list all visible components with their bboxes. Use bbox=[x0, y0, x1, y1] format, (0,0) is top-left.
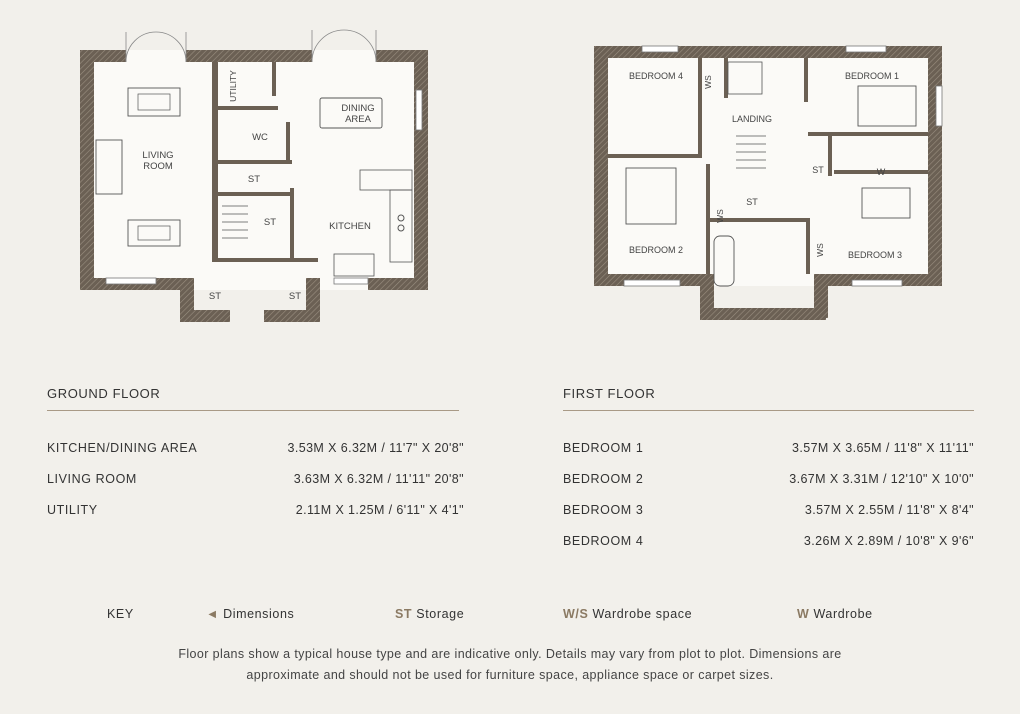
storage-symbol: ST bbox=[395, 607, 413, 621]
key-item-storage bbox=[395, 607, 464, 621]
first-floor-divider bbox=[563, 410, 974, 411]
room-label-wc: WC bbox=[252, 132, 268, 143]
first-floor-plan bbox=[590, 40, 950, 324]
room-label-w-bed1: W bbox=[876, 167, 886, 177]
room-row-dims: 2.11M X 1.25M / 6'11" X 4'1" bbox=[295, 503, 464, 517]
key-item-dimensions bbox=[206, 607, 294, 621]
key-item-label: Wardrobe space bbox=[592, 607, 693, 621]
room-row-dims: 3.53M X 6.32M / 11'7" X 20'8" bbox=[287, 441, 464, 455]
room-label-bedroom3: BEDROOM 3 bbox=[847, 250, 903, 260]
ground-floor-plan bbox=[76, 22, 436, 324]
room-row-name: KITCHEN/DINING AREA bbox=[47, 441, 198, 455]
key-title: KEY bbox=[107, 607, 134, 621]
room-label-bedroom2: BEDROOM 2 bbox=[628, 245, 684, 255]
room-row-dims: 3.57M X 3.65M / 11'8" X 11'11" bbox=[792, 441, 974, 455]
room-row-name: LIVING ROOM bbox=[47, 472, 137, 486]
key-item-label: Dimensions bbox=[223, 607, 295, 621]
room-label-ws-bed3: WS bbox=[815, 243, 825, 257]
room-label-bedroom4: BEDROOM 4 bbox=[628, 71, 684, 81]
room-label-st-hall: ST bbox=[247, 174, 261, 185]
room-row-name: BEDROOM 3 bbox=[563, 503, 644, 517]
room-label-landing: LANDING bbox=[731, 114, 773, 124]
first-floor-title: FIRST FLOOR bbox=[563, 386, 656, 401]
room-row-dims: 3.57M X 2.55M / 11'8" X 8'4" bbox=[804, 503, 974, 517]
room-row-name: UTILITY bbox=[47, 503, 98, 517]
room-label-living: LIVING ROOM bbox=[142, 150, 174, 172]
room-label-bedroom1: BEDROOM 1 bbox=[844, 71, 900, 81]
room-label-dining: DINING AREA bbox=[341, 103, 375, 125]
wardrobe-symbol: W bbox=[797, 607, 810, 621]
room-label-st-landing: ST bbox=[812, 165, 824, 175]
disclaimer-note bbox=[100, 644, 920, 686]
room-row-name: BEDROOM 1 bbox=[563, 441, 644, 455]
room-label-st-under: ST bbox=[263, 217, 277, 228]
room-label-st-porch-left: ST bbox=[208, 291, 222, 302]
ground-floor-divider bbox=[47, 410, 459, 411]
room-row-name: BEDROOM 4 bbox=[563, 534, 644, 548]
ground-floor-title: GROUND FLOOR bbox=[47, 386, 161, 401]
room-label-ws-bed4: WS bbox=[703, 75, 713, 89]
room-label-ws-bed2: WS bbox=[715, 209, 725, 223]
room-row-dims: 3.63M X 6.32M / 11'11" 20'8" bbox=[293, 472, 464, 486]
key-item-label: Wardrobe bbox=[813, 607, 873, 621]
room-label-utility: UTILITY bbox=[228, 70, 238, 102]
room-row-dims: 3.26M X 2.89M / 10'8" X 9'6" bbox=[803, 534, 974, 548]
key-item-wardrobe-space bbox=[563, 607, 692, 621]
dimension-arrow-icon: ◄ bbox=[206, 607, 219, 621]
key-item-wardrobe bbox=[797, 607, 873, 621]
room-label-st-bath: ST bbox=[746, 197, 758, 207]
room-label-kitchen: KITCHEN bbox=[329, 221, 371, 232]
key-item-label: Storage bbox=[416, 607, 465, 621]
disclaimer-line: Floor plans show a typical house type and are indicative only. Details may vary from plot to plot. Dimensions are bbox=[178, 647, 842, 661]
wardrobe-space-symbol: W/S bbox=[563, 607, 589, 621]
room-row-dims: 3.67M X 3.31M / 12'10" X 10'0" bbox=[789, 472, 974, 486]
disclaimer-line: approximate and should not be used for furniture space, appliance space or carpet sizes. bbox=[246, 668, 774, 682]
room-label-st-porch-right: ST bbox=[288, 291, 302, 302]
room-row-name: BEDROOM 2 bbox=[563, 472, 644, 486]
